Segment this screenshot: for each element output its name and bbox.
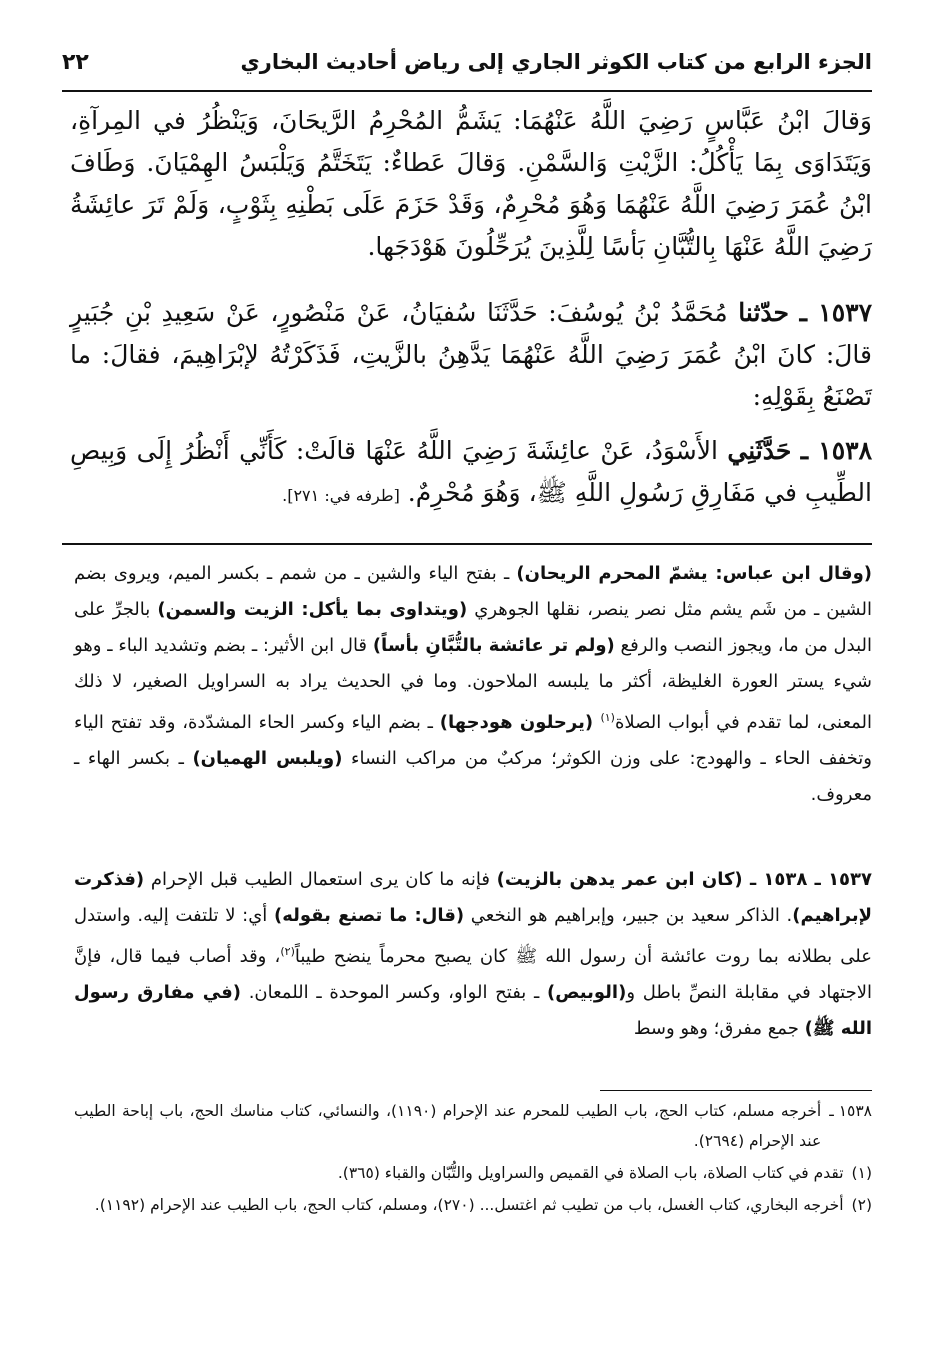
cross-reference: [طرفه في: ٢٧١]. xyxy=(282,486,400,505)
commentary-text: فإنه ما كان يرى استعمال الطيب قبل الإحرام xyxy=(144,869,497,890)
footnote-item xyxy=(74,1158,872,1188)
section-divider xyxy=(62,543,872,545)
hadith-intro-text: وَقالَ ابْنُ عَبَّاسٍ رَضِيَ اللَّهُ عَنْهُمَا: يَشَمُّ المُحْرِمُ الرَّيحَانَ، وَيَنْظُرُ في المِرآةِ، وَيَتَدَاوَى بِمَا يَأْكُلُ: الزَّيْتِ وَالسَّمْنِ. وَقالَ عَطاءٌ: يَتَخَتَّمُ وَيَلْبَسُ الهِمْيَانَ. وَطَافَ ابْنُ عُمَرَ رَضِيَ اللَّهُ عَنْهُمَا وَهُوَ مُحْرِمٌ، وَقَدْ حَزَمَ عَلَى بَطْنِهِ بِثَوْبٍ، وَلَمْ تَرَ عائِشَةُ رَضِيَ اللَّهُ عَنْهَا بِالتُّبَّانِ بَأسًا لِلَّذِينَ يُرَحِّلُونَ هَوْدَجَها. xyxy=(70,106,872,261)
commentary-text: قال ابن الأثير: ـ بضم وتشديد الباء ـ وهو شيء يستر العورة الغليظة، أكثر ما يلبسه الملاحون. وما في الحديث يراد به السراويل الصغير، لا ذلك المعنى، لما تقدم في أبواب الصلاة xyxy=(74,635,873,733)
commentary-lemma: ١٥٣٧ ـ ١٥٣٨ ـ (كان ابن عمر يدهن بالزيت) xyxy=(496,869,873,890)
commentary-text: ـ بفتح الواو، وكسر الموحدة ـ اللمعان. xyxy=(241,982,547,1003)
commentary-text: جمع مفرق؛ وهو وسط xyxy=(633,1018,805,1039)
commentary-lemma: (ويلبس الهميان) xyxy=(192,748,343,769)
footnote-marker: (١) xyxy=(600,711,615,724)
commentary-lemma: (الوبيص) xyxy=(546,982,627,1003)
footnote-label: (١) xyxy=(851,1164,872,1182)
commentary-lemma: (قال: ما تصنع بقوله) xyxy=(273,905,465,926)
hadith-text: مُحَمَّدُ بْنُ يُوسُفَ: حَدَّثَنَا سُفيَانُ، عَنْ مَنْصُورٍ، عَنْ سَعِيدِ بْنِ جُبَيرٍ قالَ: كانَ ابْنُ عُمَرَ رَضِيَ اللَّهُ عَنْهُمَا يَدَّهِنُ بالزَّيتِ، فَذَكَرْتُهُ لإبْرَاهِيمَ، فقالَ: ما تَصْنَعُ بِقَوْلِهِ: xyxy=(70,298,872,411)
footnote-text: أخرجه البخاري، كتاب الغسل، باب من تطيب ثم اغتسل... (٢٧٠)، ومسلم، كتاب الحج، باب الطيب عند الإحرام (١١٩٢). xyxy=(94,1196,844,1214)
header-divider xyxy=(62,90,872,92)
footnote-item xyxy=(74,1096,872,1156)
commentary-lemma: (فذكرت لإبراهيم) xyxy=(74,869,872,926)
commentary-paragraph-1 xyxy=(74,556,872,813)
commentary-text: ـ بكسر الهاء ـ معروف. xyxy=(74,748,872,805)
commentary-lemma: (يرحلون هودجها) xyxy=(439,712,601,733)
commentary-text: . الذاكر سعيد بن جبير، وإبراهيم هو النخعي xyxy=(464,905,793,926)
hadith-narration-word: حدّثنا xyxy=(738,298,789,327)
hadith-narration-word: حَدَّثَنِي xyxy=(727,436,792,465)
commentary-text: بالجرِّ على البدل من ما، ويجوز النصب والرفع xyxy=(74,599,872,656)
hadith-number: ١٥٣٨ ـ xyxy=(800,436,872,465)
commentary-lemma: (ولم تر عائشة بالتُّبَّانِ بأساً) xyxy=(372,635,615,656)
footnote-text: أخرجه مسلم، كتاب الحج، باب الطيب للمحرم عند الإحرام (١١٩٠)، والنسائي، كتاب مناسك الحج، باب إباحة الطيب عند الإحرام (٢٦٩٤). xyxy=(74,1102,822,1150)
footnote-label: (٢) xyxy=(851,1196,872,1214)
page-header xyxy=(62,40,872,84)
commentary-lemma: (وقال ابن عباس: يشمّ المحرم الريحان) xyxy=(516,563,872,584)
commentary-text: ، وقد أصاب فيما قال، فإنَّ الاجتهاد في مقابلة النصِّ باطل و xyxy=(74,946,872,1003)
footnote-text: تقدم في كتاب الصلاة، باب الصلاة في القميص والسراويل والتُّبّان والقباء (٣٦٥). xyxy=(337,1164,844,1182)
hadith-intro xyxy=(70,100,872,268)
hadith-text: الأَسْوَدُ، عَنْ عائِشَةَ رَضِيَ اللَّهُ عَنْهَا قالَتْ: كَأَنِّي أَنْظُرُ إِلَى وَبِيصِ الطِّيبِ في مَفَارِقِ رَسُولِ اللَّهِ ﷺ، وَهُوَ مُحْرِمٌ. xyxy=(70,436,872,507)
hadith-1538 xyxy=(70,430,872,517)
hadith-number: ١٥٣٧ ـ xyxy=(799,298,872,327)
commentary-paragraph-2 xyxy=(74,862,872,1047)
commentary-text: ـ بفتح الياء والشين ـ من شمم ـ بكسر الميم، ويروى بضم الشين ـ من شَم يشم مثل نصر ينصر، نقلها الجوهري xyxy=(74,563,872,620)
commentary-text: أي: لا تلتفت إليه. واستدل على بطلانه بما روت عائشة أن رسول الله ﷺ كان يصبح محرماً ينضح طيباً xyxy=(74,905,873,967)
running-title: الجزء الرابع من كتاب الكوثر الجاري إلى رياض أحاديث البخاري xyxy=(240,50,872,74)
footnote-label: ١٥٣٨ ـ xyxy=(829,1102,872,1120)
footnote-item xyxy=(74,1190,872,1220)
page-number: ٢٢ xyxy=(62,49,89,75)
commentary-lemma: (ويتداوى بما يأكل: الزيت والسمن) xyxy=(157,599,468,620)
commentary-lemma: (في مفارق رسول الله ﷺ) xyxy=(74,982,872,1039)
hadith-1537 xyxy=(70,292,872,418)
footnote-marker: (٢) xyxy=(280,945,295,958)
commentary-text: ـ بضم الياء وكسر الحاء المشدّدة، وقد تفتح الياء وتخفف الحاء ـ والهودج: على وزن الكوثر؛ مركبٌ من مراكب النساء xyxy=(74,712,872,769)
footnote-divider xyxy=(600,1090,872,1091)
footnotes xyxy=(74,1096,872,1222)
